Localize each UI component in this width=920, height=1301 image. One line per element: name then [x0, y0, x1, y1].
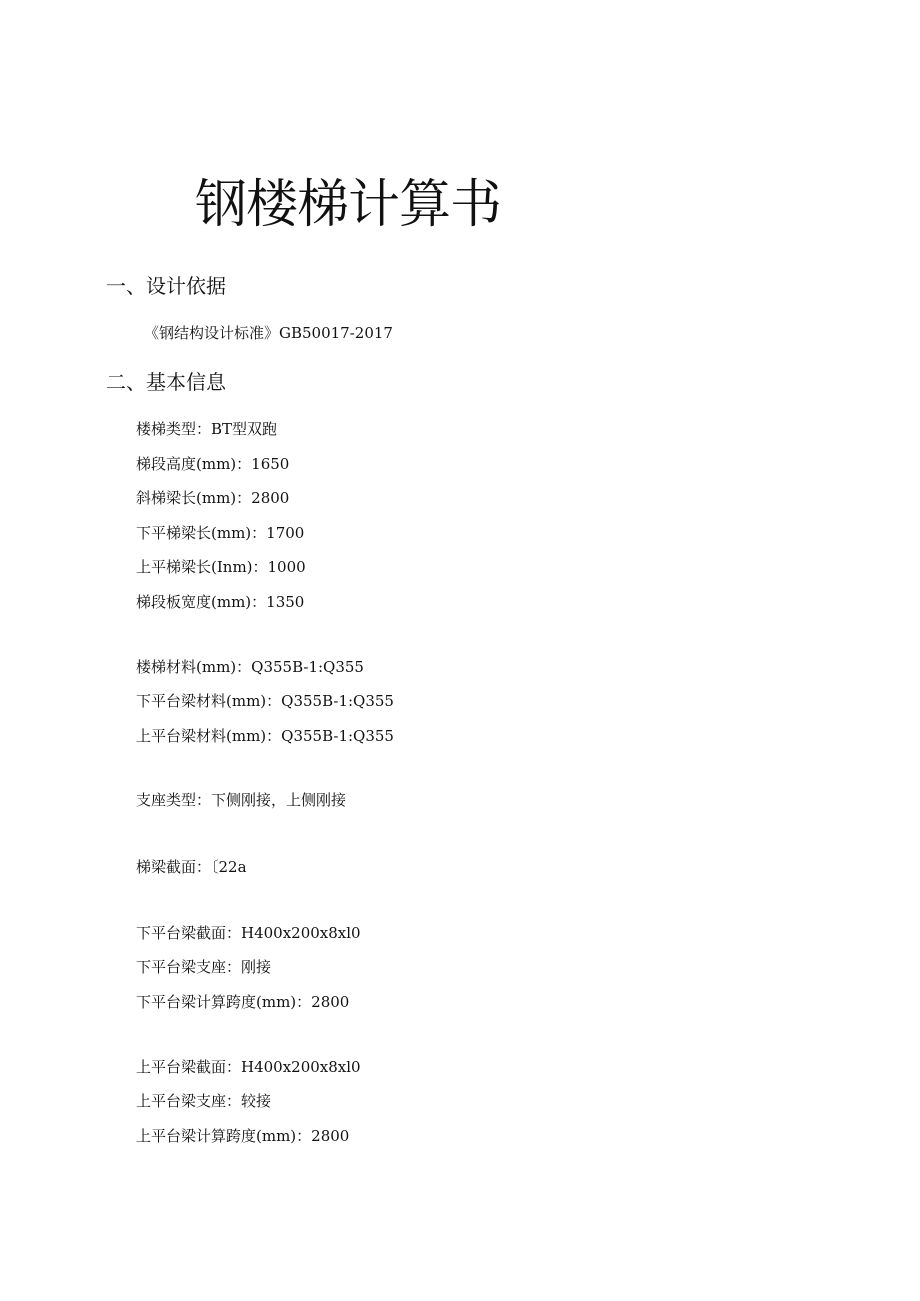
upper-flat-stringer-length: 上平梯梁长(Inm)：1000 [136, 558, 306, 576]
section-heading-basic-info: 二、基本信息 [106, 370, 226, 394]
flight-height: 梯段高度(mm)：1650 [136, 455, 290, 473]
document-title: 钢楼梯计算书 [195, 175, 502, 235]
flight-slab-width: 梯段板宽度(mm)：1350 [136, 593, 305, 611]
section-heading-design-basis: 一、设计依据 [106, 274, 226, 298]
upper-landing-beam-support: 上平台梁支座：较接 [136, 1092, 272, 1110]
design-standard-reference: 《钢结构设计标准》GB50017-2017 [144, 324, 393, 342]
lower-landing-beam-material: 下平台梁材料(mm)：Q355B-1:Q355 [136, 692, 394, 710]
lower-flat-stringer-length: 下平梯梁长(mm)：1700 [136, 524, 305, 542]
stair-type: 楼梯类型：BT型双跑 [136, 420, 278, 438]
support-type: 支座类型：下侧刚接，上侧刚接 [136, 791, 347, 809]
stringer-section: 梯梁截面：〔22a [136, 858, 247, 876]
lower-landing-beam-section: 下平台梁截面：H400x200x8xl0 [136, 924, 361, 942]
stair-material: 楼梯材料(mm)：Q355B-1:Q355 [136, 658, 364, 676]
upper-landing-beam-span: 上平台梁计算跨度(mm)：2800 [136, 1127, 350, 1145]
lower-landing-beam-support: 下平台梁支座：刚接 [136, 958, 272, 976]
lower-landing-beam-span: 下平台梁计算跨度(mm)：2800 [136, 993, 350, 1011]
upper-landing-beam-material: 上平台梁材料(mm)：Q355B-1:Q355 [136, 727, 394, 745]
upper-landing-beam-section: 上平台梁截面：H400x200x8xl0 [136, 1058, 361, 1076]
inclined-stringer-length: 斜梯梁长(mm)：2800 [136, 489, 290, 507]
